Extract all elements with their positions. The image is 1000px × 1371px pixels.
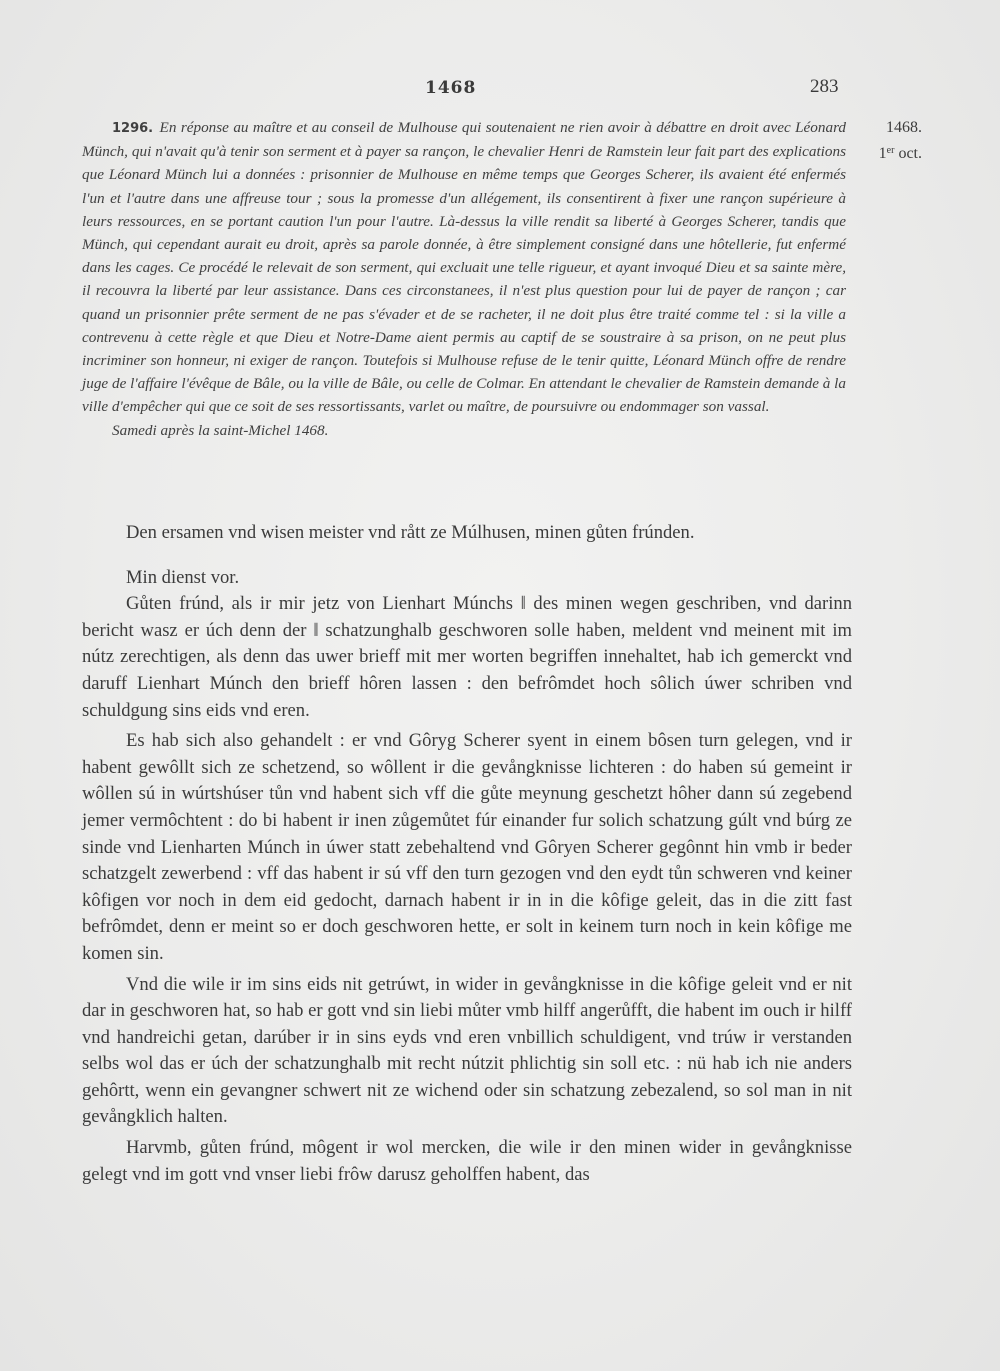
letter-paragraph: Harvmb, gůten frúnd, môgent ir wol mercken, die wile ir den minen wider in gevångknisse gelegt vnd im gott vnd vnser liebi frôw darusz geholffen habent, das (82, 1137, 852, 1185)
running-head (0, 72, 1000, 102)
letter-greeting: Min dienst vor. (126, 566, 240, 588)
entry-summary (82, 116, 846, 442)
letter-body (82, 520, 852, 1192)
margin-month: oct. (894, 145, 922, 162)
margin-year: 1468. (886, 119, 922, 136)
summary-date-line: Samedi après la saint-Michel 1468. (112, 421, 329, 439)
entry-number: 1296. (112, 121, 154, 136)
page-year-title: 1468 (425, 78, 477, 98)
margin-day-month (858, 139, 922, 165)
margin-day-suffix: er (886, 145, 895, 156)
letter-paragraph: Gůten frúnd, als ir mir jetz von Lienhart Múnchs ǁ des minen wegen geschriben, vnd darinn bericht wasz er úch denn der ǁ schatzunghalb geschworen solle haben, meldent vnd meinent mit im nútz zerechtigen, als denn das uwer brieff mit mer worten begriffen innehaltet, hab ich gemerckt vnd daruff Lienhart Múnch den brieff hôren lassen : den befrômdet hoch sôlich úwer schriben vnd schuldgung sins eids vnd eren. (82, 593, 852, 721)
letter-paragraph: Es hab sich also gehandelt : er vnd Gôryg Scherer syent in einem bôsen turn gelegen, vnd ir habent gewôllt sich ze schetzend, so wôllent ir die gevångknisse lichteren : do haben sú gemeint ir wôllen sú in wúrtshúser tůn vnd habent sich vff die gůte meynung geschetzt hôher dann sú zegebend jemer vermôchtent : do bi habent ir inen zůgemůtet fúr einander fur solich schatzung gúlt vnd búrg ze sinde vnd Lienharten Múnch in úwer statt zebehaltend vnd Gôryen Scherer gegônnt hin vmb ir beder schatzgelt zewerbend : vff das habent ir sú vff den turn gezogen vnd den eydt tůn schweren vnd keiner kôfigen vor noch in dem eid gedocht, darnach habent ir in in die kôfige geleit, das in die zitt fast befrômdet, denn er meint so er doch geschworen hette, er solt in keinem turn noch in kein kôfige me komen sin. (82, 730, 852, 964)
summary-text: En réponse au maître et au conseil de Mulhouse qui soutenaient ne rien avoir à débattre en droit avec Léonard Münch, qui n'avait qu'à tenir son serment et à payer sa rançon, le chevalier Henri de Ramstein leur fait part des explications que Léonard Münch lui a données : prisonnier de Mulhouse en même temps que Georges Scherer, ils avaient été enfermés l'un et l'autre dans une affreuse tour ; sous la promesse d'un allégement, ils consentirent à fixer une rançon supérieure à leurs ressources, en se portant caution l'un pour l'autre. Là-dessus la ville rendit sa liberté à Georges Scherer, tandis que Münch, qui cependant aurait eu droit, après sa parole donnée, à être simplement consigné dans une hôtellerie, fut enfermé dans les cages. Ce procédé le relevait de son serment, qui excluait une telle rigueur, et ayant invoqué Dieu et sa sainte mère, il recouvra la liberté par leur assistance. Dans ces circonstanees, il n'est plus question pour lui de payer de rançon ; car quand un prisonnier prête serment de ne pas s'évader et de se racheter, il ne doit plus être traité comme tel : si la ville a contrevenu à cette règle et que Dieu et Notre-Dame aient permis au captif de se soustraire à sa prison, on ne peut plus incriminer son honneur, ni exiger de rançon. Toutefois si Mulhouse refuse de le tenir quitte, Léonard Münch offre de rendre juge de l'affaire l'évêque de Bâle, ou la ville de Bâle, ou celle de Colmar. En attendant le chevalier de Ramstein demande à la ville d'empêcher qui que ce soit de ses ressortissants, varlet ou maître, de poursuivre ou endommager son vassal. (82, 119, 847, 416)
margin-date-note (858, 116, 922, 165)
page-number: 283 (810, 76, 839, 97)
margin-day: 1 (878, 145, 887, 162)
letter-address: Den ersamen vnd wisen meister vnd rått ze Múlhusen, minen gůten frúnden. (126, 522, 695, 543)
letter-paragraph: Vnd die wile ir im sins eids nit getrúwt, in wider in gevångknisse in die kôfige geleit vnd er nit dar in geschworen hat, so hab er gott vnd sin liebi můter vmb hilff angerůfft, die habent im ouch ir hilff vnd handreichi getan, darúber ir in sins eyds vnd eren vnbillich schuldigent, vnd trúw ir verstanden selbs wol das er úch der schatzunghalb mit recht nútzit phlichtig sin soll etc. : nü hab ich nie anders gehôrtt, wenn ein gevangner schwert nit ze wichend oder sin schatzung zebezalend, so sol man in nit gevångklich halten. (82, 973, 852, 1128)
